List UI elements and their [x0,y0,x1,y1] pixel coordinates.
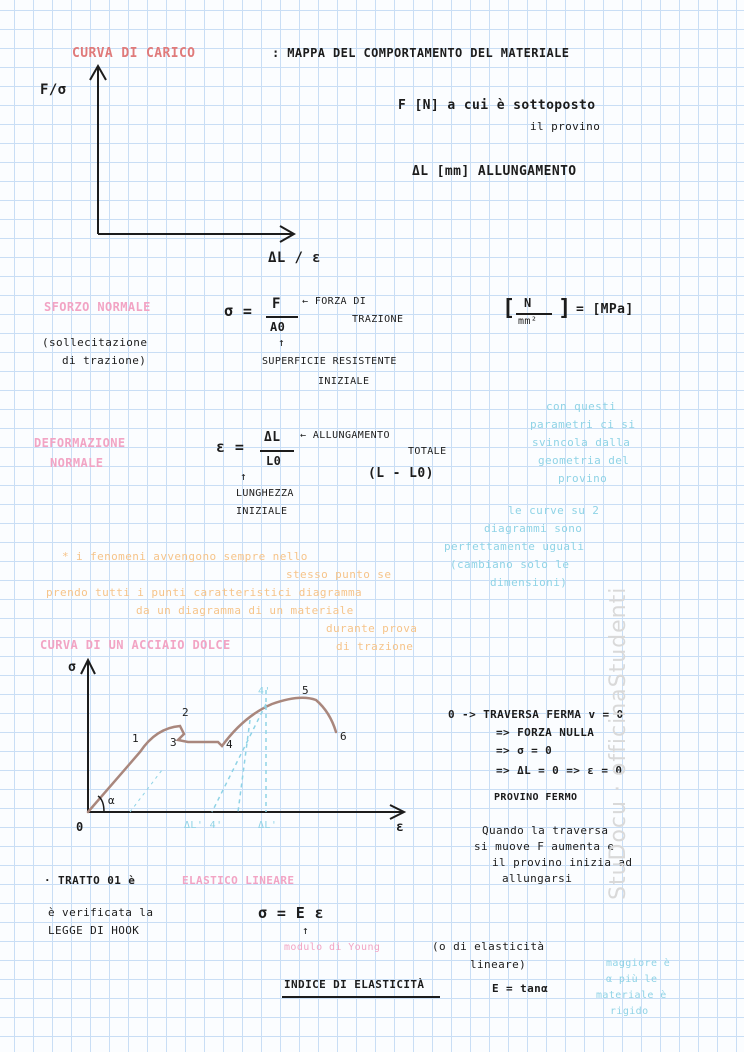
force-label-2: TRAZIONE [352,314,404,325]
elasticity-index-underline [282,996,440,998]
cyan2-line: dimensioni) [490,576,568,589]
cyan2-line: (cambiano solo le [450,558,570,571]
strain-title-1: DEFORMAZIONE [34,436,126,450]
cyan1-line: con questi [546,400,617,413]
explain-4: => ΔL = 0 => ε = 0 [496,764,623,777]
unit-equals: = [MPa] [576,302,634,317]
unit-frac-num: N [524,296,532,310]
area-arrow: ↑ [278,336,286,349]
orangeNote-line: prendo tutti i punti caratteristici diagramma [46,586,363,599]
page-subtitle: : MAPPA DEL COMPORTAMENTO DEL MATERIALE [272,46,570,60]
cyan3-line: maggiore è [606,958,671,969]
unit-frac-den: mm² [518,316,538,327]
cyan2-line: diagrammi sono [484,522,583,535]
orangeNote-line: durante prova [326,622,418,635]
strain-formula-lhs: ε = [216,438,245,456]
explain-6: Quando la traversa [482,824,609,837]
alpha-label: α [108,794,116,807]
force-definition: F [N] a cui è sottoposto [398,98,596,113]
cyan1-line: geometria del [538,454,630,467]
point-4: 4 [226,738,234,751]
explain-8: il provino inizia ad [492,856,633,869]
tratto-label: · TRATTO 01 è [44,874,136,887]
point-1: 1 [132,732,140,745]
stress-note-1: (sollecitazione [42,336,148,349]
explain-9: allungarsi [502,872,573,885]
point-6: 6 [340,730,348,743]
orangeNote-line: da un diagramma di un materiale [136,604,354,617]
point-4-prime: 4' [258,686,271,697]
stress-numerator: F [272,296,281,312]
elasticity-index: INDICE DI ELASTICITÀ [284,978,425,991]
cyan1-line: provino [558,472,608,485]
explain-3: => σ = 0 [496,744,553,757]
orangeNote-line: * i fenomeni avvengono sempre nello [62,550,308,563]
elong-label-2: TOTALE [408,446,447,457]
young-extra-2: lineare) [470,958,527,971]
cyan1-line: svincola dalla [532,436,631,449]
point-2: 2 [182,706,190,719]
hooke-line-2: LEGGE DI HOOK [48,924,140,937]
steel-y-label: σ [68,660,77,675]
young-arrow: ↑ [302,924,310,937]
strain-title-2: NORMALE [50,456,104,470]
stress-title: SFORZO NORMALE [44,300,151,314]
x-tick-2: ΔL' [258,820,278,831]
length-label-2: INIZIALE [236,506,288,517]
orangeNote-line: di trazione [336,640,414,653]
x-tick-1: ΔL' 4' [184,820,223,831]
length-arrow: ↑ [240,470,248,483]
unit-bracket-left: [ [502,296,516,321]
orangeNote-line: stesso punto se [286,568,392,581]
hooke-formula: σ = E ε [258,904,325,922]
cyan2-line: le curve su 2 [508,504,600,517]
stress-note-2: di trazione) [62,354,147,367]
watermark: StuDocu · officinaStudenti [606,586,631,900]
strain-numerator: ΔL [264,430,281,445]
tratto-highlight: ELASTICO LINEARE [182,874,295,887]
cyan2-line: perfettamente uguali [444,540,585,553]
cyan3-line: rigido [610,1006,649,1017]
area-label-2: INIZIALE [318,376,370,387]
point-3: 3 [170,736,178,749]
cyan1-line: parametri ci si [530,418,636,431]
elong-label-1: ← ALLUNGAMENTO [300,430,390,441]
force-label-1: ← FORZA DI [302,296,367,307]
page-title: CURVA DI CARICO [72,46,196,61]
explain-7: si muove F aumenta e [474,840,615,853]
explain-5: PROVINO FERMO [494,792,578,803]
unit-bracket-right: ] [558,296,572,321]
elongation-definition: ΔL [mm] ALLUNGAMENTO [412,164,577,179]
hooke-line-1: è verificata la [48,906,154,919]
stress-formula-lhs: σ = [224,302,253,320]
tan-formula: E = tanα [492,982,549,995]
stress-denominator: A0 [270,320,286,334]
explain-2: => FORZA NULLA [496,726,595,739]
axis-y-label: F/σ [40,82,67,98]
strain-denominator: L0 [266,454,282,468]
cyan3-line: α più le [606,974,658,985]
elong-expression: (L - L0) [368,466,434,481]
steel-x-label: ε [396,820,405,835]
explain-1: 0 -> TRAVERSA FERMA v = 0 [448,708,624,721]
steel-curve-title: CURVA DI UN ACCIAIO DOLCE [40,638,231,652]
steel-origin-label: 0 [76,820,84,834]
young-modulus: modulo di Young [284,942,381,953]
point-5: 5 [302,684,310,697]
axis-x-label: ΔL / ε [268,250,321,266]
stress-strain-curve [88,698,336,812]
area-label-1: SUPERFICIE RESISTENTE [262,356,397,367]
cyan3-line: materiale è [596,990,667,1001]
length-label-1: LUNGHEZZA [236,488,294,499]
force-definition-2: il provino [530,120,601,133]
young-extra-1: (o di elasticità [432,940,545,953]
